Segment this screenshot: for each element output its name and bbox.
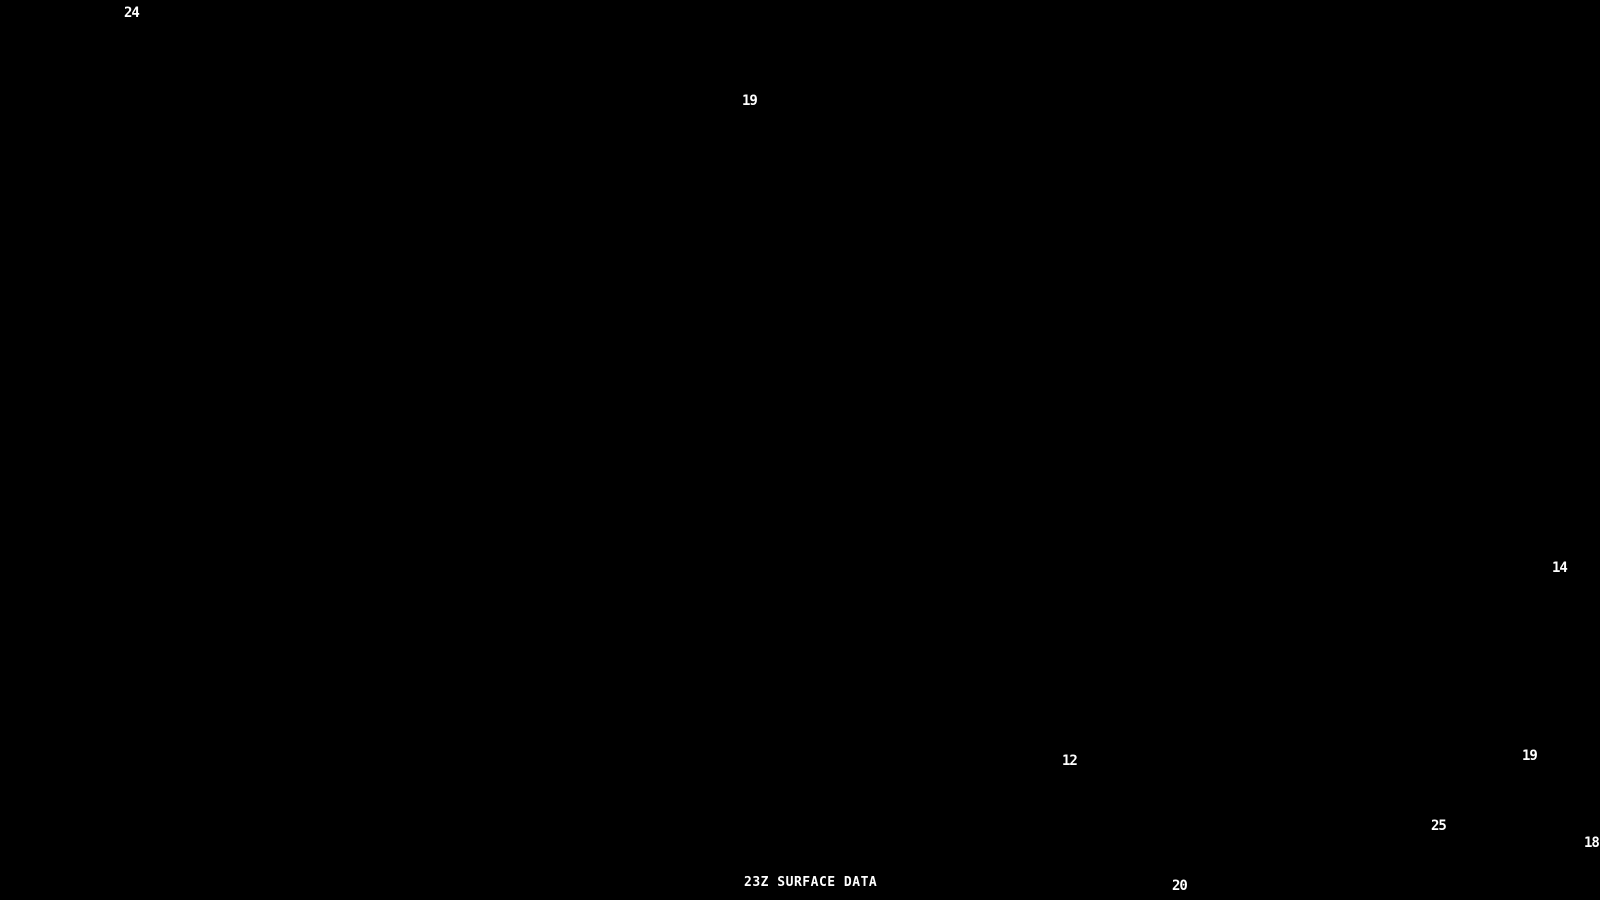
- station-value: 18: [1584, 835, 1599, 851]
- station-value: 25: [1431, 818, 1446, 834]
- station-value: 20: [1172, 878, 1187, 894]
- station-value: 19: [1522, 748, 1537, 764]
- plot-caption: 23Z SURFACE DATA: [744, 875, 878, 890]
- station-value: 24: [124, 5, 139, 21]
- station-value: 19: [742, 93, 757, 109]
- station-value: 12: [1062, 753, 1077, 769]
- station-value: 14: [1552, 560, 1567, 576]
